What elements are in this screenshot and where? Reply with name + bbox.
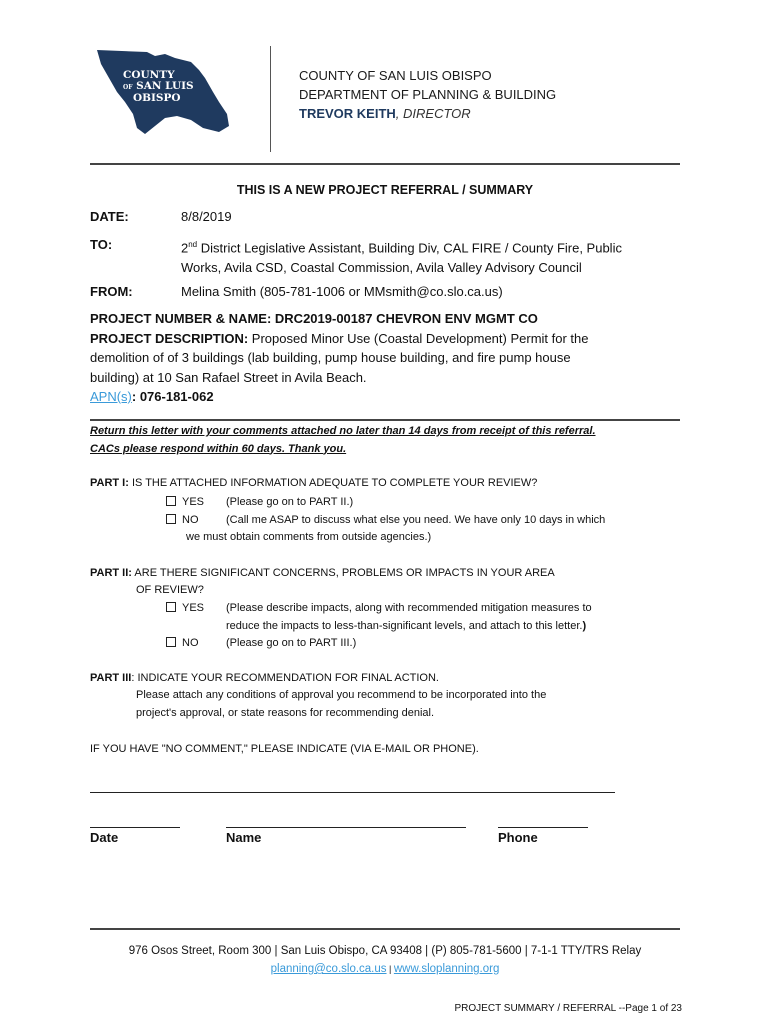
project-number-value: DRC2019-00187 CHEVRON ENV MGMT CO (271, 311, 538, 326)
name-sig-label: Name (226, 830, 262, 845)
return-note (90, 423, 596, 458)
project-desc-line2: demolition of of 3 buildings (lab building, pump house building, and fire pump house (90, 350, 571, 365)
from-label: FROM: (90, 284, 133, 299)
checkbox-icon[interactable] (166, 496, 176, 506)
part2-text2: OF REVIEW? (136, 584, 204, 596)
apn-value: : 076-181-062 (131, 389, 214, 404)
date-sig-label: Date (90, 830, 119, 845)
phone-signature-line[interactable] (498, 827, 588, 828)
project-desc-line1: Proposed Minor Use (Coastal Development) Permit for the (248, 330, 589, 346)
part1-yes-text: (Please go on to PART II.) (226, 496, 354, 508)
part1-no-text (226, 512, 605, 530)
name-signature-line[interactable] (226, 827, 466, 828)
apn-link[interactable]: APN(s) (90, 389, 132, 404)
part2-no[interactable] (166, 635, 199, 653)
date-signature-line[interactable] (90, 827, 180, 828)
project-number-label: PROJECT NUMBER & NAME: (90, 311, 272, 326)
footer-rule (90, 928, 680, 930)
logo-text-county: COUNTY (123, 69, 175, 81)
date-label: DATE: (90, 209, 129, 224)
part2-no-text: (Please go on to PART III.) (226, 637, 357, 649)
part1-no[interactable] (166, 512, 199, 530)
org-name: COUNTY OF SAN LUIS OBISPO (299, 68, 492, 83)
date-value: 8/8/2019 (181, 209, 232, 224)
part2-yes-text1: (Please describe impacts, along with recommended mitigation measures to (226, 602, 592, 614)
part2-question (90, 565, 555, 583)
phone-sig-label: Phone (498, 830, 538, 845)
org-header (299, 66, 556, 123)
comment-line[interactable] (90, 792, 615, 793)
return-note-line1: Return this letter with your comments attached no later than 14 days from receipt of this referral. (90, 425, 596, 437)
part2-yes-text2-end: ) (582, 619, 587, 632)
footer-email-link[interactable]: planning@co.slo.ca.us (270, 963, 387, 975)
to-line2: Works, Avila CSD, Coastal Commission, Avila Valley Advisory Council (181, 260, 582, 276)
logo-text-obispo: OBISPO (133, 92, 181, 104)
part1-question (90, 475, 537, 493)
part1-label: PART I: (90, 477, 129, 489)
part3-text2: project's approval, or state reasons for recommending denial. (136, 706, 435, 719)
footer-address: 976 Osos Street, Room 300 | San Luis Obispo, CA 93408 | (P) 805-781-5600 | 7-1-1 TTY/TRS Relay (128, 945, 642, 957)
footer-website-link[interactable]: www.sloplanning.org (393, 963, 500, 975)
part3-text1: Please attach any conditions of approval you recommend to be incorporated into the (136, 689, 547, 701)
header-rule (90, 163, 680, 165)
part1-no-label: NO (182, 514, 199, 526)
part3-text: : INDICATE YOUR RECOMMENDATION FOR FINAL ACTION. (131, 672, 439, 684)
part1-yes[interactable] (166, 494, 204, 512)
checkbox-icon[interactable] (166, 514, 176, 524)
section-rule (90, 419, 680, 421)
part2-yes-label: YES (182, 602, 205, 614)
part3-question (90, 670, 439, 688)
header-divider (270, 46, 271, 152)
checkbox-icon[interactable] (166, 637, 176, 647)
part2-yes-text2: reduce the impacts to less-than-significant levels, and attach to this letter. (226, 619, 583, 632)
page-title: THIS IS A NEW PROJECT REFERRAL / SUMMARY (236, 183, 534, 197)
project-desc-label: PROJECT DESCRIPTION: (90, 330, 249, 346)
director-title: , DIRECTOR (395, 106, 471, 121)
checkbox-icon[interactable] (166, 602, 176, 612)
no-comment-line: IF YOU HAVE "NO COMMENT," PLEASE INDICATE (VIA E-MAIL OR PHONE). (90, 743, 479, 755)
part3-label: PART III (90, 672, 132, 684)
page-number: PROJECT SUMMARY / REFERRAL --Page 1 of 23 (454, 1003, 682, 1014)
logo-text-of: OF (123, 84, 133, 91)
to-prefix: 2 (181, 240, 189, 256)
part2-text1: ARE THERE SIGNIFICANT CONCERNS, PROBLEMS OR IMPACTS IN YOUR AREA (131, 567, 555, 579)
to-line1: District Legislative Assistant, Building Div, CAL FIRE / County Fire, Public (197, 240, 622, 256)
part1-no-text1: (Call me ASAP to discuss what else you need. We have only 10 days in which (226, 514, 606, 526)
footer-links (0, 963, 770, 975)
footer-sep: | (386, 964, 394, 974)
to-label: TO: (90, 237, 113, 252)
department-name: DEPARTMENT OF PLANNING & BUILDING (299, 87, 557, 102)
part2-yes-text (226, 600, 592, 635)
part1-yes-label: YES (182, 496, 205, 508)
from-value: Melina Smith (805-781-1006 or MMsmith@co.slo.ca.us) (181, 284, 503, 299)
project-section (90, 309, 690, 407)
director-name: TREVOR KEITH (299, 106, 396, 121)
return-note-line2: CACs please respond within 60 days. Thank you. (90, 442, 347, 455)
part3-instructions (136, 687, 546, 722)
part2-no-label: NO (182, 637, 199, 649)
to-sup: nd (188, 240, 198, 249)
to-value (181, 235, 681, 278)
part2-label: PART II: (90, 567, 132, 579)
project-desc-line3: building) at 10 San Rafael Street in Avila Beach. (90, 369, 367, 385)
part1-no-text2: we must obtain comments from outside agencies.) (186, 531, 432, 543)
part2-yes[interactable] (166, 600, 204, 618)
logo-text-sanluis: SAN LUIS (136, 80, 194, 92)
part1-text: IS THE ATTACHED INFORMATION ADEQUATE TO COMPLETE YOUR REVIEW? (128, 477, 538, 489)
county-logo (95, 48, 235, 136)
director-line (299, 104, 556, 123)
